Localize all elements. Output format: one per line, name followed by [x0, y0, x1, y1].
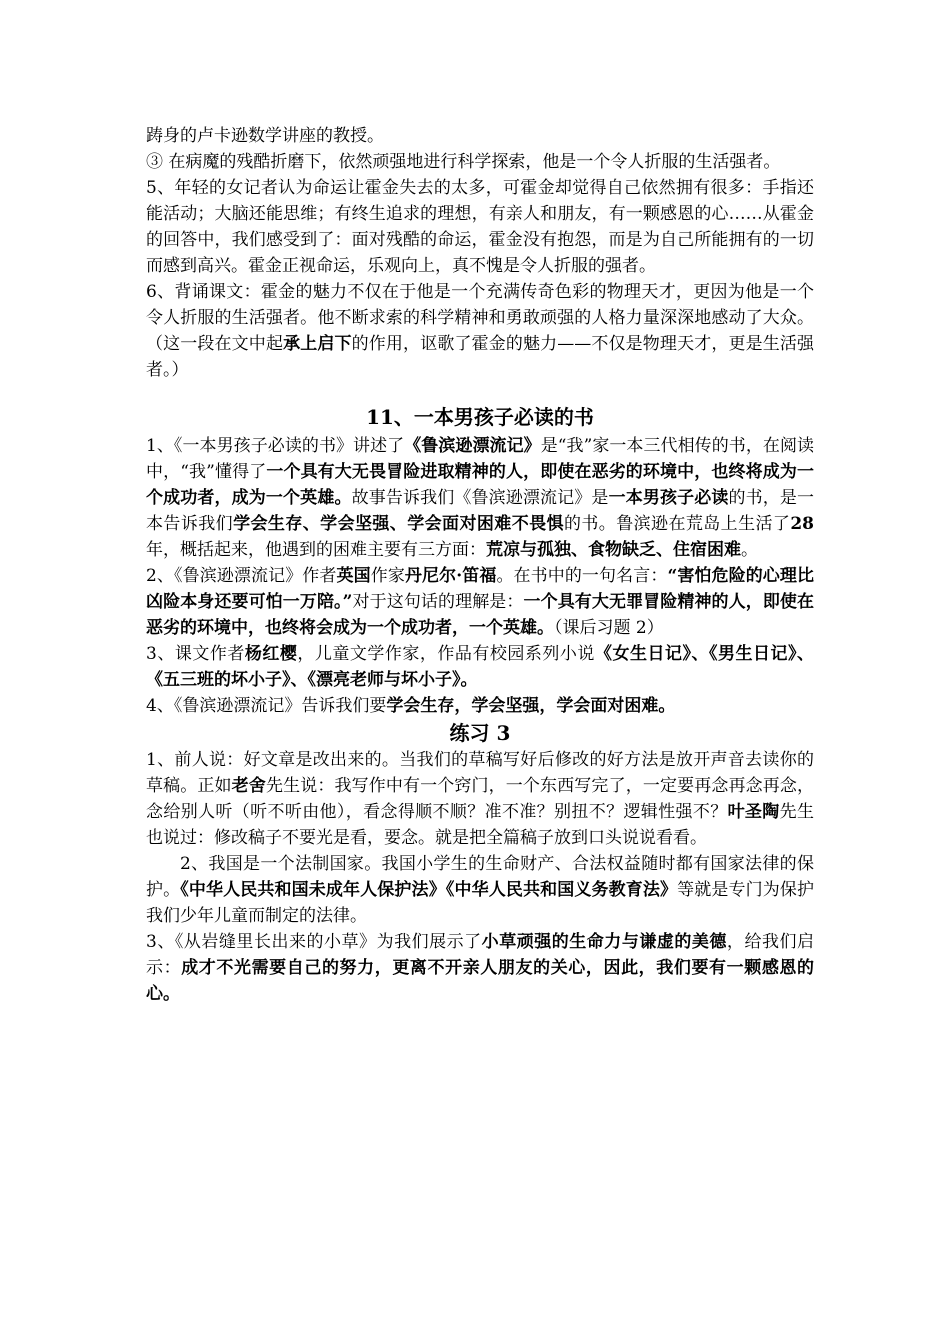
text: 6、背诵课文：霍金的魅力不仅在于他是一个充满传奇色彩的物理天才，更因为他是一个令人折服的生活强者。他不断求索的科学精神和勇敢顽强的人格力量深深地感动了大众。（这一段在文中起: [146, 282, 814, 354]
bold-text: 《中华人民共和国未成年人保护法》《中华人民共和国义务教育法》: [180, 880, 678, 900]
paragraph: [146, 175, 814, 279]
text: 年，概括起来，他遇到的困难主要有三方面：: [146, 540, 486, 560]
text: 。: [741, 540, 758, 560]
text: 等就是专门为保护我们少年儿童而制定的法律。: [146, 880, 815, 926]
text: 2、《鲁滨逊漂流记》作者: [146, 566, 337, 586]
paragraph: [146, 693, 814, 719]
text: 故事告诉我们《鲁滨逊漂流记》是: [351, 488, 609, 508]
section-heading: 练习 3: [449, 721, 511, 745]
text: 4、《鲁滨逊漂流记》告诉我们要: [146, 696, 387, 716]
text: 5、年轻的女记者认为命运让霍金失去的太多，可霍金却觉得自己依然拥有很多：手指还能活动；大脑还能思维；有终生追求的理想，有亲人和朋友，有一颗感恩的心……从霍金的回答中，我们感受到了：面对残酷的命运，霍金没有抱怨，而是为自己所能拥有的一切而感到高兴。霍金正视命运，乐观向上，真不愧是令人折服的强者。: [146, 178, 814, 276]
bold-text: 杨红樱: [244, 644, 298, 664]
text: 1、前人说：好文章是改出来的。当我们的草稿写好后修改的好方法是放开声音去读你的草稿。正如: [146, 750, 814, 796]
paragraph: [146, 563, 814, 641]
bold-text: 一本男孩子必读: [608, 488, 729, 508]
bold-text: 英国: [336, 566, 371, 586]
text: 的作用，讴歌了霍金的魅力——不仅是物理天才，更是生活强者。）: [146, 334, 815, 380]
text: 是“我”家一本三代相传的书，在阅读中，“我”懂得了: [146, 436, 814, 482]
document-body: [146, 123, 814, 1007]
paragraph: [146, 851, 814, 929]
text: ，给我们启示：: [146, 932, 814, 978]
text: 的书。鲁滨逊在荒岛上生活了: [563, 514, 791, 534]
bold-text: 28: [790, 514, 815, 534]
text: 先生说：我写作中有一个窍门，一个东西写完了，一定要再念再念再念，念给别人听（听不听由他），看念得顺不顺？准不准？别扭不？逻辑性强不？: [146, 776, 815, 822]
text: 对于这句话的理解是：: [352, 592, 524, 612]
paragraph: [146, 929, 814, 1007]
paragraph: [146, 149, 814, 175]
bold-text: 丹尼尔·笛福: [404, 566, 497, 586]
bold-text: 老舍: [231, 776, 266, 796]
bold-text: 小草顽强的生命力与谦虚的美德: [481, 932, 727, 952]
text: 2、我国是一个法制国家。我国小学生的生命财产、合法权益随时都有国家法律的保护。: [146, 854, 814, 900]
paragraph: [146, 123, 814, 149]
bold-text: “害怕危险的心理比凶险本身还要可怕一万陪。”: [146, 566, 815, 612]
text: 1、《一本男孩子必读的书》讲述了: [146, 436, 405, 456]
bold-text: 学会生存、学会坚强、学会面对困难不畏惧: [233, 514, 564, 534]
text: ，儿童文学作家，作品有校园系列小说: [297, 644, 595, 664]
bold-text: 一个具有大无罪冒险精神的人，即使在恶劣的环境中，也终将会成为一个成功者，一个英雄。: [146, 592, 815, 638]
text: ③ 在病魔的残酷折磨下，依然顽强地进行科学探索，他是一个令人折服的生活强者。: [146, 152, 781, 172]
bold-text: 《鲁滨逊漂流记》: [404, 436, 541, 456]
section-heading: 11、一本男孩子必读的书: [366, 405, 594, 429]
bold-text: 一个具有大无畏冒险进取精神的人，即使在恶劣的环境中，也终将成为一个成功者，成为一个英雄。: [146, 462, 814, 508]
bold-text: 荒凉与孤独、食物缺乏、住宿困难: [486, 540, 741, 560]
text: 3、《从岩缝里长出来的小草》为我们展示了: [146, 932, 482, 952]
text: 的书，是一本告诉我们: [146, 488, 815, 534]
bold-text: 叶圣陶: [727, 802, 780, 822]
bold-text: 成才不光需要自己的努力，更离不开亲人朋友的关心，因此，我们要有一颗感恩的心。: [146, 958, 815, 1004]
text: 3、课文作者: [146, 644, 245, 664]
bold-text: 《女生日记》、《男生日记》、《五三班的坏小子》、《漂亮老师与坏小子》。: [146, 644, 814, 690]
text: 先生也说过：修改稿子不要光是看，要念。就是把全篇稿子放到口头说说看看。: [146, 802, 815, 848]
paragraph: [146, 747, 814, 851]
paragraph: [146, 279, 814, 383]
text: 。在书中的一句名言：: [496, 566, 668, 586]
text: （课后习题 2）: [554, 618, 664, 638]
text: 踌身的卢卡逊数学讲座的教授。: [146, 126, 384, 146]
bold-text: 学会生存，学会坚强，学会面对困难。: [386, 696, 676, 716]
text: 作家: [370, 566, 405, 586]
paragraph: [146, 641, 814, 693]
bold-text: 承上启下: [283, 334, 352, 354]
paragraph: [146, 433, 814, 563]
